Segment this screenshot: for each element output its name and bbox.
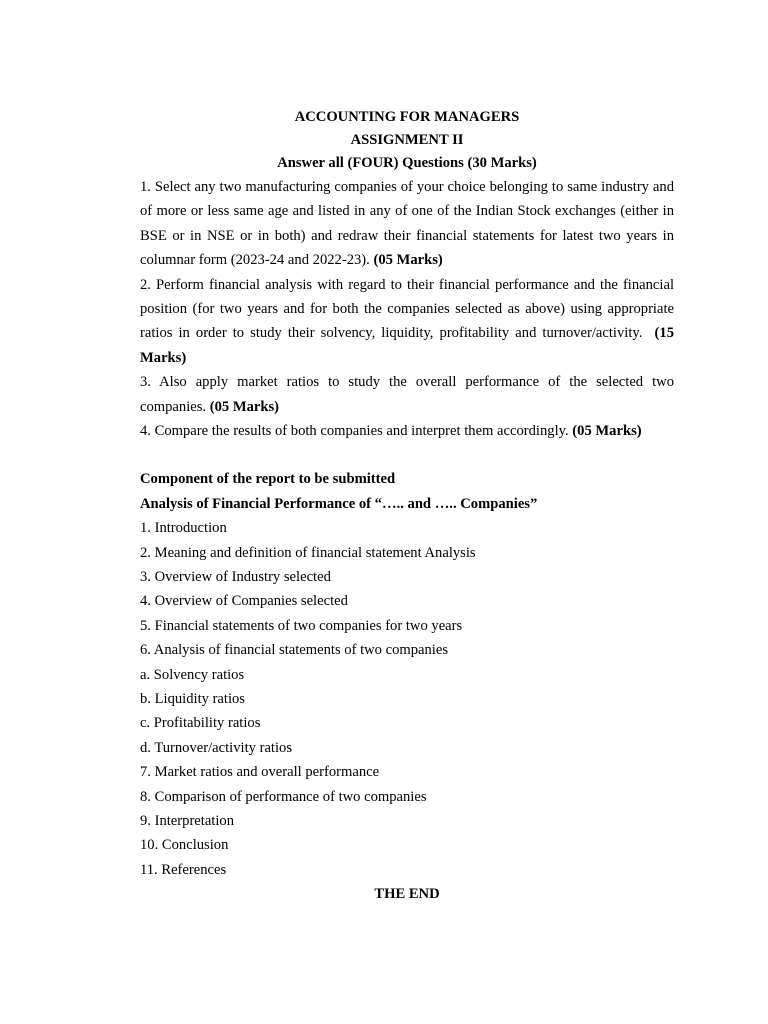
end-marker: THE END <box>374 886 440 903</box>
question-2 <box>140 273 674 371</box>
question-4-marks: (05 Marks) <box>572 423 642 440</box>
question-1-text: 1. Select any two manufacturing companies of your choice belonging to same industry and of more or less same age and listed in any of one of the Indian Stock exchanges (either in BSE or in NSE or in both) and redraw their financial statements for latest two years in columnar form (2023-24 and 2022-23). <box>140 179 674 269</box>
report-item-introduction: 1. Introduction <box>140 520 227 537</box>
report-item-turnover: d. Turnover/activity ratios <box>140 739 293 756</box>
report-item-statements: 5. Financial statements of two companies for two years <box>140 617 463 634</box>
report-subheading: Analysis of Financial Performance of “….. and ….. Companies” <box>140 495 538 512</box>
report-item-comparison: 8. Comparison of performance of two companies <box>140 788 427 805</box>
question-2-marks: (15 Marks) <box>140 325 674 366</box>
question-4 <box>140 419 674 443</box>
report-item-market-ratios: 7. Market ratios and overall performance <box>140 764 380 781</box>
report-items-list <box>140 516 674 882</box>
section-spacer <box>140 443 674 467</box>
report-item-references: 11. References <box>140 861 227 878</box>
document-title: ACCOUNTING FOR MANAGERS <box>294 109 520 125</box>
report-item-profitability: c. Profitability ratios <box>140 715 261 732</box>
report-heading: Component of the report to be submitted <box>140 471 396 488</box>
instructions-line: Answer all (FOUR) Questions (30 Marks) <box>277 155 537 171</box>
question-1-marks: (05 Marks) <box>373 252 443 269</box>
question-1 <box>140 175 674 273</box>
question-3-marks: (05 Marks) <box>209 398 280 415</box>
question-3-text: 3. Also apply market ratios to study the overall performance of the selected two companies. <box>140 374 674 415</box>
report-item-conclusion: 10. Conclusion <box>140 837 229 854</box>
document-page <box>140 106 674 907</box>
assignment-heading: ASSIGNMENT II <box>350 132 464 148</box>
report-item-meaning: 2. Meaning and definition of financial statement Analysis <box>140 544 476 561</box>
report-item-analysis: 6. Analysis of financial statements of two companies <box>140 642 449 659</box>
report-item-solvency: a. Solvency ratios <box>140 666 245 683</box>
report-item-interpretation: 9. Interpretation <box>140 812 235 829</box>
question-4-text: 4. Compare the results of both companies and interpret them accordingly. <box>140 423 569 440</box>
question-3 <box>140 370 674 419</box>
report-item-industry: 3. Overview of Industry selected <box>140 569 331 586</box>
report-item-companies: 4. Overview of Companies selected <box>140 593 348 610</box>
question-2-text: 2. Perform financial analysis with regard to their financial performance and the financial position (for two years and for both the companies selected as above) using appropriate ratios in order to study their solvency, liquidity, profitability and turnover/activity. <box>140 276 674 342</box>
report-item-liquidity: b. Liquidity ratios <box>140 690 245 707</box>
